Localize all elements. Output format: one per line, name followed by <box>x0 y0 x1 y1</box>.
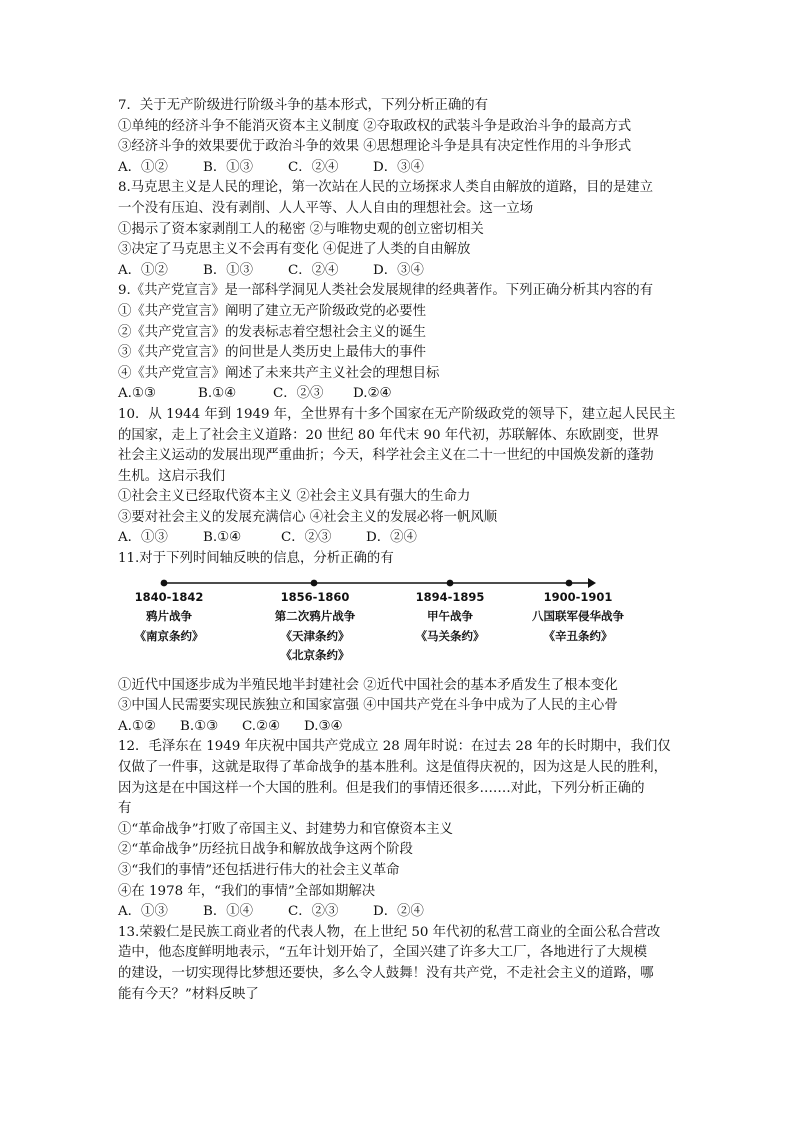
event-war: 第二次鸦片战争 <box>274 609 356 624</box>
timeline-dot <box>566 579 573 586</box>
event-years: 1894-1895 <box>415 589 485 604</box>
option-c[interactable]: C.②④ <box>242 718 281 734</box>
option-a[interactable]: A.①② <box>118 718 156 734</box>
timeline-event-3 <box>390 588 510 647</box>
question-10-stem-line-2: 的国家，走上了社会主义道路：20 世纪 80 年代末 90 年代初，苏联解体、东欧剧变，世界 <box>118 427 660 443</box>
timeline-dot <box>311 579 318 586</box>
question-11-statement-3-4: ③中国人民需要实现民族独立和国家富强 ④中国共产党在斗争中成为了人民的主心骨 <box>118 698 618 714</box>
timeline <box>118 574 678 674</box>
question-13-stem-line-4: 能有今天？”材料反映了 <box>118 986 259 1002</box>
question-12-options <box>118 902 678 923</box>
question-10-stem-line-3: 社会主义运动的发展出现严重曲折；今天，科学社会主义在二十一世纪的中国焕发新的蓬勃 <box>118 448 654 464</box>
option-b[interactable]: B.①④ <box>198 386 237 402</box>
question-10-options <box>118 528 678 549</box>
event-war: 甲午战争 <box>427 609 473 624</box>
option-d[interactable]: D．③④ <box>373 262 424 278</box>
question-9-statement-3: ③《共产党宣言》的问世是人类历史上最伟大的事件 <box>118 345 426 361</box>
option-c[interactable]: C．②③ <box>273 386 324 402</box>
question-7 <box>118 96 678 178</box>
question-13-stem-line-1: 13.荣毅仁是民族工商业者的代表人物，在上世纪 50 年代初的私营工商业的全面公私合营改 <box>118 924 661 940</box>
option-a[interactable]: A．①③ <box>118 530 168 546</box>
question-10 <box>118 405 678 549</box>
question-12-statement-2: ②“革命战争”历经抗日战争和解放战争这两个阶段 <box>118 842 413 858</box>
question-9-statement-4: ④《共产党宣言》阐述了未来共产主义社会的理想目标 <box>118 365 440 381</box>
exam-page <box>118 96 678 1005</box>
question-9-options <box>118 384 678 405</box>
question-13 <box>118 923 678 1005</box>
option-d[interactable]: D.②④ <box>353 386 392 402</box>
event-war: 八国联军侵华战争 <box>532 609 624 624</box>
option-c[interactable]: C．②④ <box>288 159 339 175</box>
option-b[interactable]: B．①④ <box>203 904 254 920</box>
option-d[interactable]: D．②④ <box>373 904 424 920</box>
question-12 <box>118 737 678 922</box>
question-8-stem-line-1: 8.马克思主义是人民的理论，第一次站在人民的立场探求人类自由解放的道路，目的是建立 <box>118 180 654 196</box>
question-12-statement-3: ③“我们的事情”还包括进行伟大的社会主义革命 <box>118 863 400 878</box>
option-b[interactable]: B.①③ <box>180 718 219 734</box>
question-13-stem-line-2: 造中，他态度鲜明地表示，“五年计划开始了，全国兴建了许多大工厂，各地进行了大规模 <box>118 945 648 961</box>
question-7-stem: 7．关于无产阶级进行阶级斗争的基本形式，下列分析正确的有 <box>118 98 489 113</box>
question-7-options <box>118 158 678 179</box>
question-8 <box>118 178 678 281</box>
question-8-statement-1-2: ①揭示了资本家剥削工人的秘密 ②与唯物史观的创立密切相关 <box>118 221 484 237</box>
question-7-statement-1-2: ①单纯的经济斗争不能消灭资本主义制度 ②夺取政权的武装斗争是政治斗争的最高方式 <box>118 118 632 134</box>
question-12-stem-line-3: 因为这是在中国这样一个大国的胜利。但是我们的事情还很多…….对此，下列分析正确的 <box>118 780 645 796</box>
event-treaty: 《马关条约》 <box>415 628 485 643</box>
question-10-stem-line-4: 生机。这启示我们 <box>118 468 226 484</box>
question-11-statement-1-2: ①近代中国逐步成为半殖民地半封建社会 ②近代中国社会的基本矛盾发生了根本变化 <box>118 677 618 693</box>
question-12-stem-line-1: 12．毛泽东在 1949 年庆祝中国共产党成立 28 周年时说：在过去 28 年的长时期中，我们仅 <box>118 739 671 755</box>
event-years: 1856-1860 <box>280 589 350 604</box>
timeline-event-1 <box>109 588 229 647</box>
option-c[interactable]: C．②④ <box>288 262 339 278</box>
event-years: 1840-1842 <box>134 589 204 604</box>
option-b[interactable]: B．①③ <box>203 159 254 175</box>
option-a[interactable]: A．①② <box>118 262 168 278</box>
question-8-options <box>118 261 678 282</box>
question-11 <box>118 549 678 737</box>
timeline-dot <box>161 579 168 586</box>
question-11-stem: 11.对于下列时间轴反映的信息，分析正确的有 <box>118 551 394 567</box>
option-d[interactable]: D．②④ <box>366 530 417 546</box>
timeline-event-4 <box>518 588 638 647</box>
question-12-statement-1: ①“革命战争”打败了帝国主义、封建势力和官僚资本主义 <box>118 821 454 837</box>
timeline-dot <box>447 579 454 586</box>
question-11-options <box>118 717 678 738</box>
timeline-event-2 <box>255 588 375 666</box>
question-9-statement-1: ①《共产党宣言》阐明了建立无产阶级政党的必要性 <box>118 303 426 319</box>
option-a[interactable]: A.①③ <box>118 386 156 402</box>
timeline-arrow-icon <box>588 578 596 588</box>
question-10-statement-3-4: ③要对社会主义的发展充满信心 ④社会主义的发展必将一帆风顺 <box>118 509 498 525</box>
question-10-stem-line-1: 10．从 1944 年到 1949 年，全世界有十多个国家在无产阶级政党的领导下，建立起人民民主 <box>118 406 676 422</box>
event-treaty: 《辛丑条约》 <box>543 628 613 643</box>
question-8-statement-3-4: ③决定了马克思主义不会再有变化 ④促进了人类的自由解放 <box>118 242 471 258</box>
option-d[interactable]: D．③④ <box>373 159 424 175</box>
question-7-statement-3-4: ③经济斗争的效果要优于政治斗争的效果 ④思想理论斗争是具有决定性作用的斗争形式 <box>118 139 632 155</box>
option-a[interactable]: A．①③ <box>118 904 168 920</box>
event-years: 1900-1901 <box>543 589 613 604</box>
question-9 <box>118 281 678 405</box>
option-c[interactable]: C．②③ <box>281 530 332 546</box>
question-8-stem-line-2: 一个没有压迫、没有剥削、人人平等、人人自由的理想社会。这一立场 <box>118 200 534 216</box>
question-13-stem-line-3: 的建设，一切实现得比梦想还要快，多么令人鼓舞！没有共产党，不走社会主义的道路，哪 <box>118 965 654 981</box>
option-b[interactable]: B.①④ <box>203 530 242 546</box>
option-b[interactable]: B．①③ <box>203 262 254 278</box>
question-10-statement-1-2: ①社会主义已经取代资本主义 ②社会主义具有强大的生命力 <box>118 489 471 505</box>
question-9-stem: 9.《共产党宣言》是一部科学洞见人类社会发展规律的经典著作。下列正确分析其内容的有 <box>118 283 654 299</box>
question-12-stem-line-2: 仅做了一件事，这就是取得了革命战争的基本胜利。这是值得庆祝的，因为这是人民的胜利， <box>118 760 668 776</box>
event-war: 鸦片战争 <box>146 609 192 624</box>
event-treaty: 《南京条约》 <box>134 628 204 643</box>
event-treaty: 《天津条约》 <box>280 628 350 643</box>
question-12-statement-4: ④在 1978 年，“我们的事情”全部如期解决 <box>118 883 376 899</box>
question-12-stem-line-4: 有 <box>118 801 132 817</box>
question-9-statement-2: ②《共产党宣言》的发表标志着空想社会主义的诞生 <box>118 324 426 340</box>
option-d[interactable]: D.③④ <box>304 718 343 734</box>
option-c[interactable]: C．②③ <box>288 904 339 920</box>
event-treaty: 《北京条约》 <box>280 648 350 663</box>
option-a[interactable]: A．①② <box>118 159 168 175</box>
